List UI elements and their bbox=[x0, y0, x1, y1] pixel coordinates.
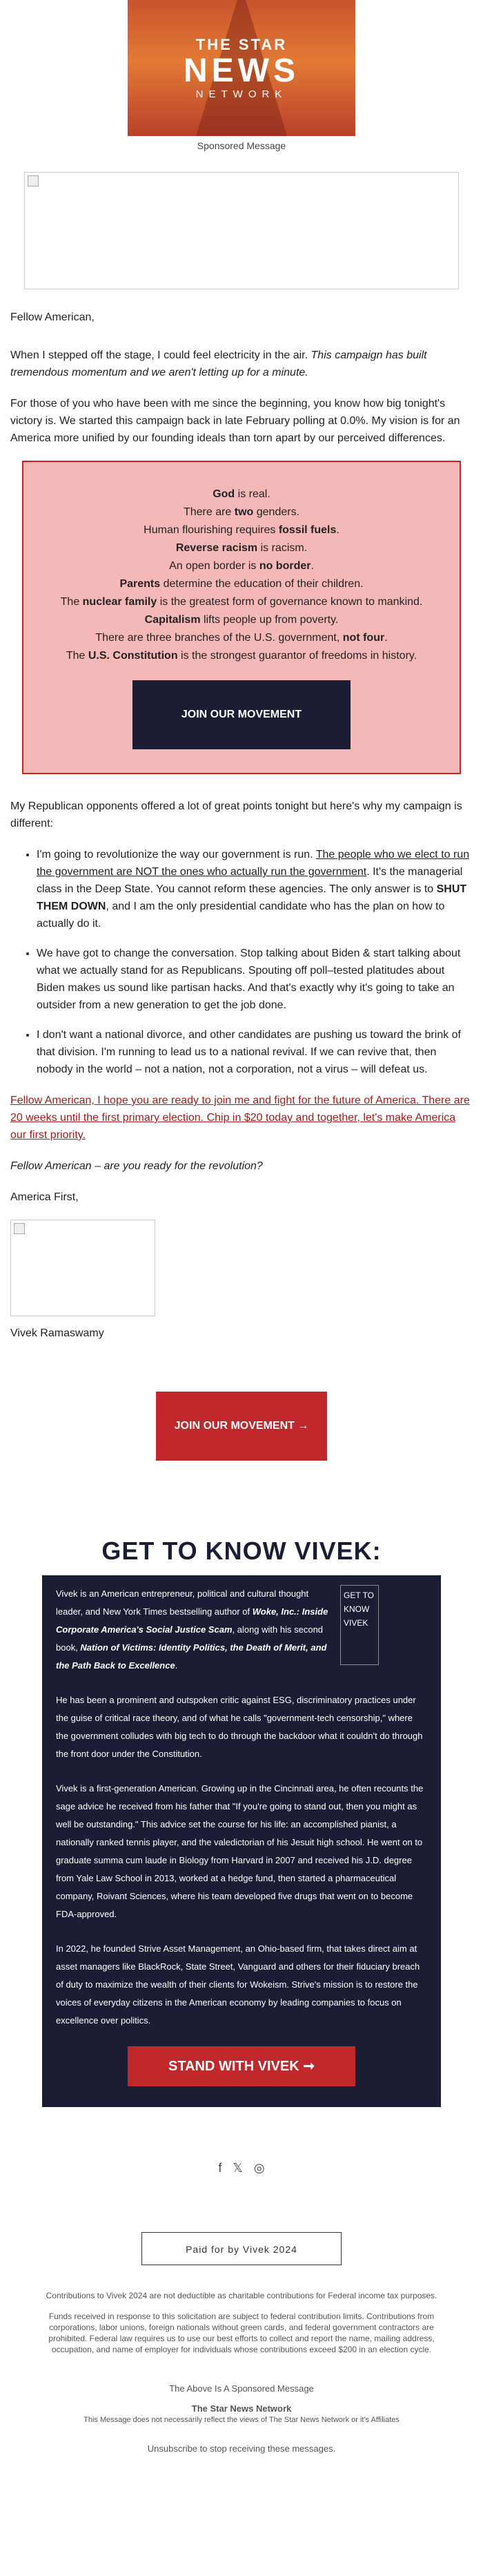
greeting: Fellow American, bbox=[10, 311, 95, 323]
point-1-underline: The people who we elect to run the government are NOT the ones who actually run the government bbox=[37, 849, 470, 878]
logo-wrapper bbox=[0, 0, 483, 136]
truth-line bbox=[37, 539, 446, 557]
footer bbox=[0, 2383, 483, 2454]
bio-paragraph-4: In 2022, he founded Strive Asset Management, an Ohio-based firm, that takes direct aim at asset managers like BlackRock, State Street, Vanguard and others for their fiduciary breach of duty to maximize the wealth of their clients for Wokeism. Strive's mission is to restore the voices of everyday citizens in the American economy by leading companies to focus on excellence over politics. bbox=[56, 1943, 420, 2026]
bio-paragraph-3: Vivek is a first-generation American. Growing up in the Cincinnati area, he often recounts the sage advice he received from his father that "If you're going to stand out, then you might as well be outstanding." This advice set the course for his life: an accomplished pianist, a nationally ranked tennis player, and the valedictorian of his Jesuit high school. He went on to graduate summa cum laude in Biology from Harvard in 2007 and received his J.D. degree from Yale Law School in 2013, worked at a hedge fund, then started a pharmaceutical company, Roivant Sciences, where his team developed five drugs that went on to become FDA-approved. bbox=[56, 1783, 424, 1919]
signoff: America First, bbox=[10, 1191, 79, 1203]
bio-box bbox=[42, 1575, 441, 2107]
book-title-1: Woke, Inc.: Inside Corporate America's Social Justice Scam bbox=[56, 1606, 328, 1635]
truth-text-end: lifts people up from poverty. bbox=[200, 614, 339, 626]
truth-line bbox=[37, 593, 446, 611]
bio-p1-end: . bbox=[175, 1660, 178, 1671]
views-disclaimer: This Message does not necessarily reflect the views of The Star News Network or it's Affiliates bbox=[83, 2416, 400, 2424]
truth-text: There are three branches of the U.S. government, bbox=[95, 632, 343, 644]
truth-line bbox=[37, 486, 446, 503]
letter-body-2 bbox=[0, 798, 483, 1342]
truth-text-end: is the greatest form of governance known to mankind. bbox=[157, 596, 423, 608]
p1-italic: This campaign has built tremendous momentum and we aren't letting up for a minute. bbox=[10, 349, 427, 378]
truth-line bbox=[37, 647, 446, 665]
bio-paragraph-2: He has been a prominent and outspoken critic against ESG, discriminatory practices under the guise of critical race theory, and of what he calls "government-tech censorship," where the government colludes with big tech to do through the backdoor what it couldn't do through the front door under the Constitution. bbox=[56, 1695, 423, 1759]
paragraph-1 bbox=[10, 347, 473, 381]
truth-text: There are bbox=[183, 506, 235, 518]
truth-line bbox=[37, 575, 446, 593]
p1-text: When I stepped off the stage, I could feel electricity in the air. bbox=[10, 349, 311, 361]
truth-line bbox=[37, 611, 446, 629]
truth-list bbox=[37, 486, 446, 665]
truth-line bbox=[37, 521, 446, 539]
point-2: • We have got to change the conversation. Stop talking about Biden & start talking about what we actually stand for as Republicans. Spouting off poll–tested platitudes about Biden makes us sound like partisan hacks. And that's exactly why it's going to take an outsider from a new generation to get the job done. bbox=[37, 945, 473, 1014]
facebook-icon[interactable]: f bbox=[218, 2161, 222, 2175]
truth-bold: Capitalism bbox=[144, 614, 201, 626]
truth-text-end: is real. bbox=[235, 488, 270, 500]
truth-text-end: is the strongest guarantor of freedoms in history. bbox=[177, 650, 417, 662]
twitter-icon[interactable]: 𝕏 bbox=[233, 2161, 243, 2175]
campaign-points bbox=[10, 846, 473, 1078]
broken-image-icon bbox=[28, 175, 39, 186]
point-1-text-3: , and I am the only presidential candidate who has the plan on how to actually do it. bbox=[37, 901, 445, 930]
truths-box bbox=[22, 461, 461, 774]
truth-bold: Reverse racism bbox=[175, 542, 258, 554]
truth-line bbox=[37, 629, 446, 647]
truth-bold: no border bbox=[259, 560, 311, 572]
truth-text-end: determine the education of their children. bbox=[160, 578, 364, 590]
unsubscribe-link[interactable]: Unsubscribe to stop receiving these messages. bbox=[147, 2443, 336, 2454]
logo-line-2: NEWS bbox=[184, 52, 299, 89]
paid-for-box: Paid for by Vivek 2024 bbox=[141, 2232, 342, 2265]
truth-text: Human flourishing requires bbox=[144, 524, 279, 536]
paragraph-3: My Republican opponents offered a lot of great points tonight but here's why my campaign is different: bbox=[10, 800, 462, 829]
truth-text: The bbox=[66, 650, 88, 662]
tax-disclaimer: Contributions to Vivek 2024 are not deductible as charitable contributions for Federal income tax purposes. bbox=[46, 2291, 437, 2300]
letter-body bbox=[0, 309, 483, 447]
social-links bbox=[0, 2161, 483, 2175]
truth-text-end: . bbox=[384, 632, 388, 644]
instagram-icon[interactable]: ◎ bbox=[253, 2161, 265, 2175]
truth-text-end: . bbox=[336, 524, 339, 536]
bio-p1-text-2: , along with his second book, bbox=[56, 1624, 324, 1653]
truth-bold: fossil fuels bbox=[278, 524, 337, 536]
banner-image[interactable] bbox=[24, 172, 459, 289]
truth-line bbox=[37, 557, 446, 575]
truth-text: An open border is bbox=[169, 560, 259, 572]
donate-link[interactable]: Fellow American, I hope you are ready to join me and fight for the future of America. There are 20 weeks until the first primary election. Chip in $20 today and together, let's make America our first priority. bbox=[10, 1095, 470, 1141]
signature-name: Vivek Ramaswamy bbox=[10, 1327, 104, 1339]
logo-line-1: THE STAR bbox=[195, 36, 288, 53]
truth-bold: not four bbox=[342, 632, 385, 644]
truth-bold: nuclear family bbox=[82, 596, 157, 608]
point-1-text-2: . It's the managerial class in the Deep State. You cannot reform these agencies. The only answer is to bbox=[37, 866, 463, 895]
join-movement-button[interactable]: JOIN OUR MOVEMENT bbox=[132, 680, 351, 749]
bio-title: GET TO KNOW VIVEK: bbox=[101, 1537, 382, 1565]
point-1-text: I'm going to revolutionize the way our government is run. bbox=[37, 849, 316, 861]
star-news-network-logo[interactable] bbox=[128, 0, 355, 136]
truth-text-end: . bbox=[310, 560, 314, 572]
paragraph-2: For those of you who have been with me since the beginning, you know how big tonight's victory is. We started this campaign back in late February polling at 0.0%. My vision is for an America more unified by our founding ideals than torn apart by our perceived differences. bbox=[10, 398, 460, 444]
truth-bold: two bbox=[234, 506, 254, 518]
point-3: • I don't want a national divorce, and other candidates are pushing us toward the brink of that division. I'm running to lead us to a national revival. If we can revive that, then nobody in the world – not a nation, not a corporation, not a virus – will defeat us. bbox=[37, 1026, 473, 1078]
truth-text: The bbox=[60, 596, 83, 608]
truth-line bbox=[37, 503, 446, 521]
truth-bold: Parents bbox=[119, 578, 161, 590]
sponsored-note: The Above Is A Sponsored Message bbox=[169, 2383, 314, 2394]
revolution-question: Fellow American – are you ready for the revolution? bbox=[10, 1160, 263, 1172]
join-movement-arrow-button[interactable]: JOIN OUR MOVEMENT → bbox=[156, 1392, 327, 1461]
bio-p1-text: Vivek is an American entrepreneur, political and cultural thought leader, and New York Times bestselling author of bbox=[56, 1588, 309, 1617]
point-1 bbox=[37, 846, 473, 932]
sponsored-label: Sponsored Message bbox=[197, 140, 286, 151]
truth-text-end: genders. bbox=[253, 506, 300, 518]
truth-text-end: is racism. bbox=[257, 542, 308, 554]
truth-bold: God bbox=[213, 488, 235, 500]
logo-line-3: NETWORK bbox=[195, 88, 288, 100]
truth-bold: U.S. Constitution bbox=[88, 650, 178, 662]
point-1-bold: SHUT THEM DOWN bbox=[37, 883, 467, 912]
book-title-2: Nation of Victims: Identity Politics, the Death of Merit, and the Path Back to Excellence bbox=[56, 1642, 327, 1671]
network-name: The Star News Network bbox=[191, 2403, 292, 2414]
stand-with-vivek-button[interactable]: STAND WITH VIVEK ➞ bbox=[128, 2046, 355, 2086]
broken-image-icon bbox=[14, 1223, 25, 1234]
vivek-photo: GET TO KNOW VIVEK bbox=[340, 1585, 379, 1665]
contribution-disclaimer: Funds received in response to this solicitation are subject to federal contribution limits. Contributions from corporations, labor unions, foreign nationals without green cards, and federal government contractors are prohibited. Federal law requires us to use our best efforts to collect and report the name, mailing address, occupation, and name of employer for individuals whose contributions exceed $200 in an election cycle. bbox=[48, 2311, 435, 2354]
signature-image bbox=[10, 1220, 155, 1316]
